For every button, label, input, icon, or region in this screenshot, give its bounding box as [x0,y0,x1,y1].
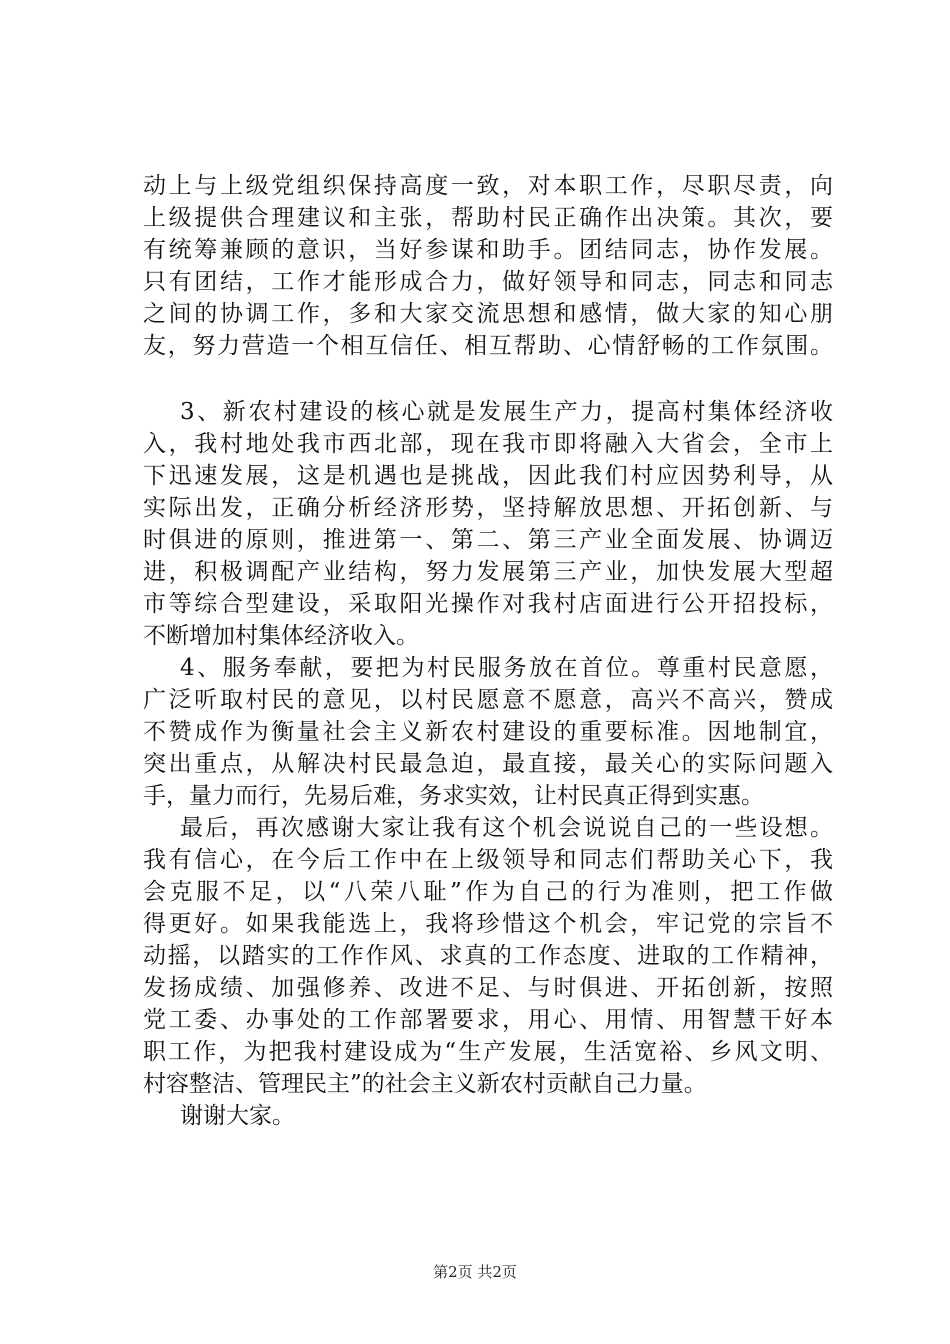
text-line: 动摇，以踏实的工作作风、求真的工作态度、进取的工作精神， [143,943,833,969]
text-line: 发扬成绩、加强修养、改进不足、与时俱进、开拓创新，按照 [143,975,833,1001]
paragraph-4 [143,812,833,1100]
text-line: 友，努力营造一个相互信任、相互帮助、心情舒畅的工作氛围。 [143,333,833,359]
text-line: 广泛听取村民的意见，以村民愿意不愿意，高兴不高兴，赞成 [143,687,833,713]
text-line: 动上与上级党组织保持高度一致，对本职工作，尽职尽责，向 [143,173,833,199]
text-line: 4、服务奉献，要把为村民服务放在首位。尊重村民意愿， [180,655,833,681]
text-line: 上级提供合理建议和主张，帮助村民正确作出决策。其次，要 [143,205,833,231]
text-line: 3、新农村建设的核心就是发展生产力，提高村集体经济收 [180,399,833,425]
text-line: 入，我村地处我市西北部，现在我市即将融入大省会，全市上 [143,431,833,457]
text-line: 之间的协调工作，多和大家交流思想和感情，做大家的知心朋 [143,301,833,327]
text-line: 得更好。如果我能选上，我将珍惜这个机会，牢记党的宗旨不 [143,911,833,937]
text-line: 职工作，为把我村建设成为“生产发展，生活宽裕、乡风文明、 [143,1039,833,1065]
document-body [143,170,833,1132]
text-line: 下迅速发展，这是机遇也是挑战，因此我们村应因势利导，从 [143,463,833,489]
text-line: 会克服不足，以“八荣八耻”作为自己的行为准则，把工作做 [143,879,833,905]
text-line: 实际出发，正确分析经济形势，坚持解放思想、开拓创新、与 [143,495,833,521]
text-line: 谢谢大家。 [180,1103,295,1129]
text-line: 市等综合型建设，采取阳光操作对我村店面进行公开招投标， [143,591,833,617]
text-line: 党工委、办事处的工作部署要求，用心、用情、用智慧干好本 [143,1007,833,1033]
text-line: 手，量力而行，先易后难，务求实效，让村民真正得到实惠。 [143,783,764,809]
page-number: 第2页 共2页 [433,1263,517,1281]
text-line: 有统筹兼顾的意识，当好参谋和助手。团结同志，协作发展。 [143,237,833,263]
paragraph-3 [143,652,833,812]
text-line: 不赞成作为衡量社会主义新农村建设的重要标准。因地制宜， [143,719,833,745]
text-line: 村容整洁、管理民主”的社会主义新农村贡献自己力量。 [143,1071,707,1097]
text-line: 进，积极调配产业结构，努力发展第三产业，加快发展大型超 [143,559,833,585]
paragraph-2 [143,396,833,652]
text-line: 突出重点，从解决村民最急迫，最直接，最关心的实际问题入 [143,751,833,777]
text-line: 不断增加村集体经济收入。 [143,623,419,649]
paragraph-1 [143,170,833,362]
text-line: 只有团结，工作才能形成合力，做好领导和同志，同志和同志 [143,269,833,295]
paragraph-gap [143,362,833,396]
text-line: 我有信心，在今后工作中在上级领导和同志们帮助关心下，我 [143,847,833,873]
text-line: 最后，再次感谢大家让我有这个机会说说自己的一些设想。 [180,815,833,841]
page-footer [0,1262,950,1282]
paragraph-5 [143,1100,833,1132]
text-line: 时俱进的原则，推进第一、第二、第三产业全面发展、协调迈 [143,527,833,553]
